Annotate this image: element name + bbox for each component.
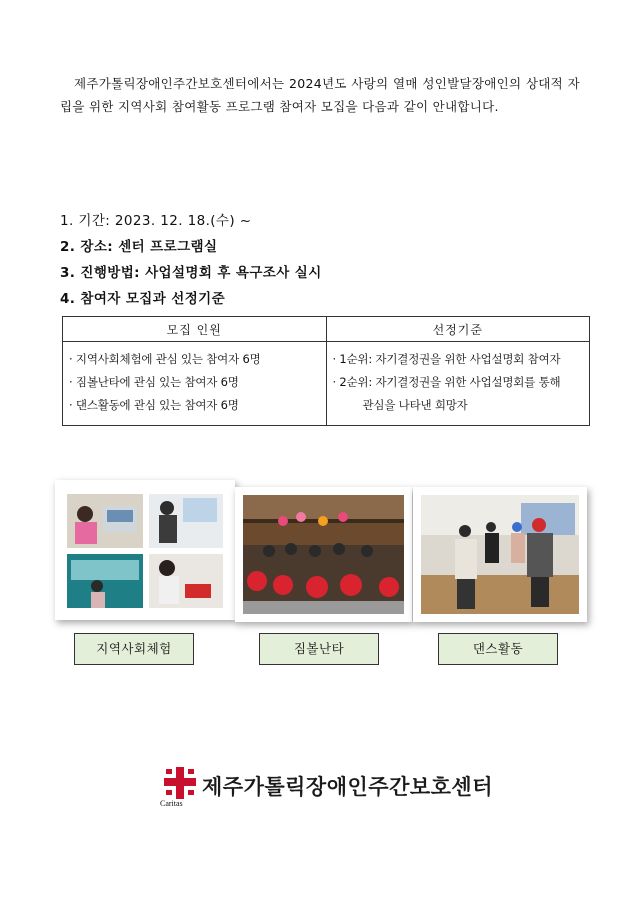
info-list <box>60 208 580 312</box>
dance-photo <box>413 487 587 622</box>
community-photo-collage <box>55 480 235 620</box>
info-item-recruit: 4. 참여자 모집과 선정기준 <box>60 291 226 307</box>
header-recruit-count: 모집 인원 <box>63 317 327 342</box>
dance-photo-image <box>421 495 579 614</box>
criteria-line: 관심을 나타낸 희망자 <box>362 398 468 412</box>
info-item-place: 2. 장소: 센터 프로그램실 <box>60 239 218 255</box>
info-item-method: 3. 진행방법: 사업설명회 후 욕구조사 실시 <box>60 265 322 281</box>
recruitment-table <box>62 316 590 426</box>
info-item-period: 1. 기간: 2023. 12. 18.(수) ~ <box>60 213 252 229</box>
criteria-line: · 1순위: 자기결정권을 위한 사업설명회 참여자 <box>332 352 561 366</box>
caption-community: 지역사회체험 <box>74 633 194 665</box>
caritas-label: Caritas <box>160 799 183 808</box>
intro-text: 제주가톨릭장애인주간보호센터에서는 2024년도 사랑의 열매 성인발달장애인의 상대적 자립을 위한 지역사회 참여활동 프로그램 참여자 모집을 다음과 같이 안내합니다. <box>60 76 580 114</box>
criteria-line: · 2순위: 자기결정권을 위한 사업설명회를 통해 <box>332 375 561 389</box>
recruit-line: · 지역사회체험에 관심 있는 참여자 6명 <box>69 352 261 366</box>
gymball-photo <box>235 487 412 622</box>
recruit-line: · 댄스활동에 관심 있는 참여자 6명 <box>69 398 239 412</box>
community-photo-image <box>63 488 227 612</box>
center-name: 제주가톨릭장애인주간보호센터 <box>202 775 494 799</box>
caritas-cross-icon <box>162 767 198 799</box>
recruit-line: · 짐볼난타에 관심 있는 참여자 6명 <box>69 375 239 389</box>
caption-gymball: 짐볼난타 <box>259 633 379 665</box>
caption-dance: 댄스활동 <box>438 633 558 665</box>
recruit-count-cell <box>63 342 327 426</box>
gymball-photo-image <box>243 495 404 614</box>
header-selection-criteria: 선정기준 <box>326 317 590 342</box>
center-logo <box>158 765 494 809</box>
criteria-cell <box>326 342 590 426</box>
intro-paragraph <box>60 72 580 118</box>
